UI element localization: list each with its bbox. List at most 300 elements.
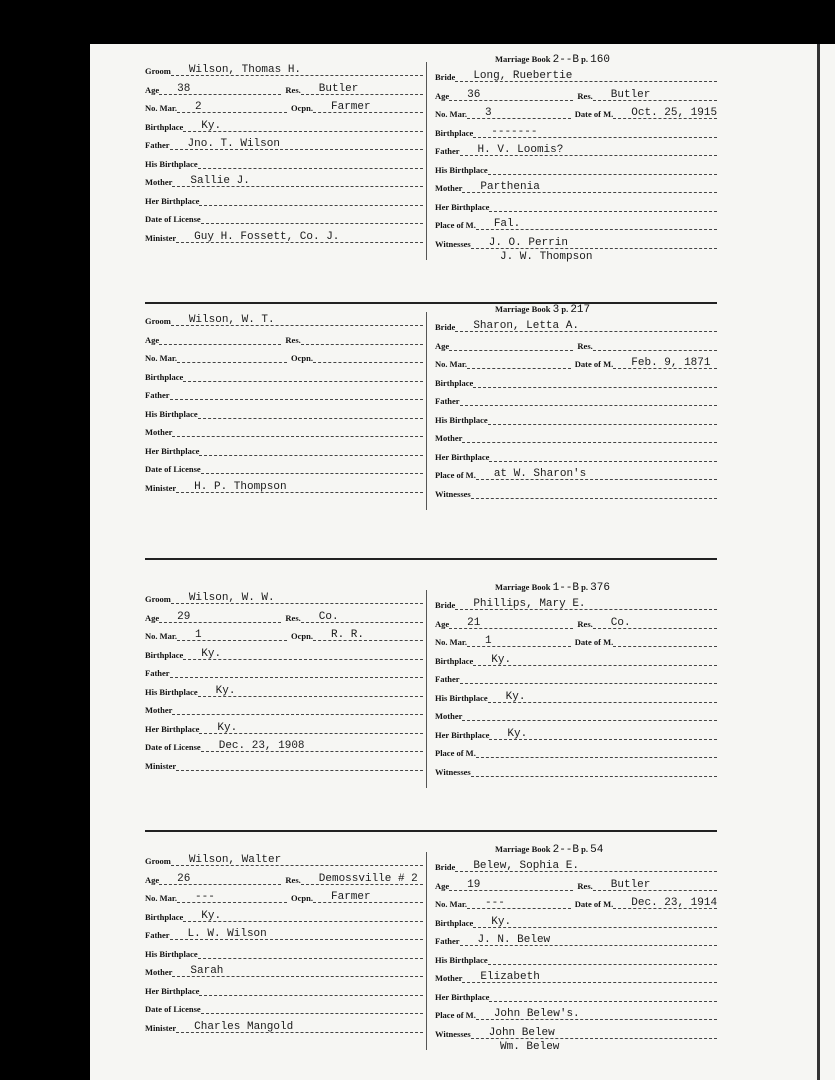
no-mar-field bbox=[177, 353, 287, 363]
groom-row-minister bbox=[145, 479, 423, 493]
her-birthplace-label: Her Birthplace bbox=[145, 445, 200, 456]
bride-row-witnesses bbox=[435, 485, 717, 499]
no-mar-label: No. Mar. bbox=[435, 899, 468, 909]
her-birthplace-label: Her Birthplace bbox=[145, 195, 200, 206]
no-mar-label: No. Mar. bbox=[145, 353, 178, 363]
ocpn-label: Ocpn. bbox=[291, 631, 313, 641]
groom-row-no_mar bbox=[145, 889, 423, 903]
bride-row-place_of_m bbox=[435, 744, 717, 758]
bride-field bbox=[455, 72, 717, 82]
his-birthplace-label: His Birthplace bbox=[435, 692, 488, 703]
column-divider bbox=[426, 312, 427, 510]
ocpn-field bbox=[313, 893, 423, 903]
bride-row-father bbox=[435, 392, 717, 406]
column-divider bbox=[426, 62, 427, 260]
date-of-license-field bbox=[201, 464, 423, 474]
marriage-record bbox=[90, 294, 835, 534]
her-birthplace-label: Her Birthplace bbox=[435, 451, 490, 462]
bride-row-witnesses bbox=[435, 1025, 717, 1039]
bride-value: Phillips, Mary E. bbox=[473, 598, 586, 610]
groom-row-his_birthplace bbox=[145, 405, 423, 419]
ocpn-label: Ocpn. bbox=[291, 353, 313, 363]
her-birthplace-field bbox=[489, 727, 717, 740]
groom-row-no_mar bbox=[145, 627, 423, 641]
date-of-m-label: Date of M. bbox=[574, 637, 614, 647]
mother-field bbox=[172, 705, 423, 715]
groom-row-no_mar bbox=[145, 99, 423, 113]
his-birthplace-field bbox=[198, 949, 423, 959]
no-mar-label: No. Mar. bbox=[145, 103, 178, 113]
groom-row-father bbox=[145, 664, 423, 678]
date-of-m-value: Oct. 25, 1915 bbox=[631, 107, 718, 119]
date-of-m-field bbox=[613, 637, 717, 647]
place-of-m-label: Place of M. bbox=[435, 470, 476, 480]
mother-label: Mother bbox=[435, 183, 463, 193]
bride-row-age bbox=[435, 877, 717, 891]
page-label: p. bbox=[579, 54, 591, 64]
age-label: Age bbox=[435, 880, 450, 891]
bride-row-no_mar bbox=[435, 355, 717, 369]
groom-row-minister bbox=[145, 1019, 423, 1033]
marriage-record bbox=[90, 572, 835, 812]
groom-value: Wilson, Walter bbox=[188, 854, 282, 866]
bride-column bbox=[435, 44, 717, 274]
mother-field bbox=[462, 973, 717, 983]
date-of-license-field bbox=[201, 1004, 423, 1014]
birthplace-field bbox=[473, 915, 717, 928]
birthplace-field bbox=[473, 378, 717, 388]
marriage-book-label: Marriage Book bbox=[495, 844, 553, 854]
witnesses-field bbox=[471, 1026, 717, 1039]
father-field bbox=[460, 146, 717, 156]
groom-label: Groom bbox=[145, 594, 171, 604]
witnesses-label: Witnesses bbox=[435, 238, 471, 249]
bride-label: Bride bbox=[435, 862, 456, 872]
birthplace-value: ------- bbox=[491, 125, 538, 138]
marriage-book-value: 2--B bbox=[552, 54, 580, 66]
minister-label: Minister bbox=[145, 1022, 177, 1033]
bride-label: Bride bbox=[435, 322, 456, 332]
bride-row-witnesses bbox=[435, 235, 717, 249]
her-birthplace-label: Her Birthplace bbox=[435, 991, 490, 1002]
date-of-license-label: Date of License bbox=[145, 464, 201, 474]
father-field bbox=[170, 668, 423, 678]
birthplace-field bbox=[183, 119, 423, 132]
age-field bbox=[449, 878, 573, 891]
no-mar-value: --- bbox=[485, 897, 505, 909]
date-of-m-field bbox=[613, 899, 717, 909]
groom-column bbox=[145, 572, 423, 802]
bride-column bbox=[435, 834, 717, 1064]
record-separator bbox=[145, 830, 717, 832]
mother-value: Parthenia bbox=[480, 181, 540, 193]
birthplace-label: Birthplace bbox=[435, 917, 474, 928]
no-mar-field bbox=[467, 899, 571, 909]
mother-field bbox=[172, 967, 423, 977]
record-card-page bbox=[90, 44, 835, 1080]
bride-row-her_birthplace bbox=[435, 448, 717, 462]
father-field bbox=[460, 396, 717, 406]
res-label: Res. bbox=[577, 618, 593, 629]
res-label: Res. bbox=[285, 612, 301, 623]
bride-field bbox=[455, 600, 717, 610]
no-mar-value: 3 bbox=[485, 107, 492, 119]
res-label: Res. bbox=[577, 880, 593, 891]
marriage-book-ref bbox=[495, 54, 610, 66]
her-birthplace-field bbox=[199, 721, 423, 734]
groom-row-her_birthplace bbox=[145, 982, 423, 996]
bride-row-birthplace bbox=[435, 124, 717, 138]
father-label: Father bbox=[145, 668, 170, 678]
bride-row-bride bbox=[435, 68, 717, 82]
mother-label: Mother bbox=[145, 427, 173, 437]
age-label: Age bbox=[145, 612, 160, 623]
father-label: Father bbox=[145, 140, 170, 150]
groom-column bbox=[145, 294, 423, 524]
date-of-m-value: Dec. 23, 1914 bbox=[631, 897, 718, 909]
witnesses-label: Witnesses bbox=[435, 488, 471, 499]
res-value: Co. bbox=[318, 610, 339, 623]
witnesses-field bbox=[471, 489, 717, 499]
age-field bbox=[159, 610, 281, 623]
bride-row-his_birthplace bbox=[435, 689, 717, 703]
date-of-m-label: Date of M. bbox=[574, 899, 614, 909]
groom-row-father bbox=[145, 136, 423, 150]
birthplace-value: Ky. bbox=[201, 119, 222, 132]
witnesses-second-line: J. W. Thompson bbox=[500, 250, 593, 263]
birthplace-field bbox=[183, 647, 423, 660]
birthplace-value: Ky. bbox=[491, 915, 512, 928]
bride-row-birthplace bbox=[435, 914, 717, 928]
groom-field bbox=[171, 856, 423, 866]
bride-row-bride bbox=[435, 318, 717, 332]
groom-row-no_mar bbox=[145, 349, 423, 363]
groom-value: Wilson, Thomas H. bbox=[188, 64, 302, 76]
place-of-m-label: Place of M. bbox=[435, 1010, 476, 1020]
groom-row-date_of_license bbox=[145, 210, 423, 224]
his-birthplace-value: Ky. bbox=[505, 690, 526, 703]
age-label: Age bbox=[145, 84, 160, 95]
groom-field bbox=[171, 66, 423, 76]
res-label: Res. bbox=[577, 90, 593, 101]
age-label: Age bbox=[145, 334, 160, 345]
birthplace-label: Birthplace bbox=[145, 371, 184, 382]
father-label: Father bbox=[435, 146, 460, 156]
place-of-m-value: at W. Sharon's bbox=[493, 468, 587, 480]
groom-row-mother bbox=[145, 701, 423, 715]
bride-row-place_of_m bbox=[435, 1006, 717, 1020]
ocpn-field bbox=[313, 353, 423, 363]
bride-row-bride bbox=[435, 596, 717, 610]
his-birthplace-field bbox=[488, 955, 717, 965]
no-mar-field bbox=[177, 893, 287, 903]
marriage-book-label: Marriage Book bbox=[495, 54, 553, 64]
her-birthplace-label: Her Birthplace bbox=[145, 985, 200, 996]
bride-value: Belew, Sophia E. bbox=[473, 860, 579, 872]
groom-field bbox=[171, 316, 423, 326]
minister-label: Minister bbox=[145, 482, 177, 493]
mother-label: Mother bbox=[145, 967, 173, 977]
groom-row-groom bbox=[145, 590, 423, 604]
record-separator bbox=[145, 558, 717, 560]
bride-row-birthplace bbox=[435, 652, 717, 666]
groom-row-birthplace bbox=[145, 368, 423, 382]
bride-row-age bbox=[435, 87, 717, 101]
her-birthplace-label: Her Birthplace bbox=[435, 729, 490, 740]
groom-row-groom bbox=[145, 852, 423, 866]
no-mar-field bbox=[177, 103, 287, 113]
his-birthplace-field bbox=[488, 415, 717, 425]
bride-row-father bbox=[435, 670, 717, 684]
column-divider bbox=[426, 590, 427, 788]
date-of-license-value: Dec. 23, 1908 bbox=[218, 740, 305, 752]
date-of-m-field bbox=[613, 359, 717, 369]
bride-row-father bbox=[435, 932, 717, 946]
groom-row-age bbox=[145, 81, 423, 95]
res-field bbox=[301, 335, 423, 345]
mother-label: Mother bbox=[145, 177, 173, 187]
no-mar-value: 1 bbox=[485, 635, 492, 647]
witnesses-second-line: Wm. Belew bbox=[500, 1040, 560, 1053]
his-birthplace-label: His Birthplace bbox=[435, 954, 488, 965]
his-birthplace-label: His Birthplace bbox=[435, 164, 488, 175]
no-mar-field bbox=[467, 359, 571, 369]
bride-column bbox=[435, 294, 717, 524]
age-value: 26 bbox=[177, 872, 191, 885]
groom-row-birthplace bbox=[145, 118, 423, 132]
age-label: Age bbox=[435, 90, 450, 101]
groom-row-age bbox=[145, 871, 423, 885]
groom-value: Wilson, W. W. bbox=[188, 592, 275, 604]
date-of-license-field bbox=[201, 742, 423, 752]
ocpn-label: Ocpn. bbox=[291, 893, 313, 903]
father-field bbox=[460, 936, 717, 946]
res-field bbox=[301, 610, 423, 623]
bride-value: Sharon, Letta A. bbox=[473, 320, 579, 332]
date-of-m-label: Date of M. bbox=[574, 359, 614, 369]
no-mar-value: --- bbox=[195, 891, 215, 903]
her-birthplace-value: Ky. bbox=[507, 727, 528, 740]
page-label: p. bbox=[579, 582, 591, 592]
mother-field bbox=[462, 433, 717, 443]
date-of-license-label: Date of License bbox=[145, 1004, 201, 1014]
res-label: Res. bbox=[285, 334, 301, 345]
bride-value: Long, Ruebertie bbox=[473, 70, 573, 82]
minister-field bbox=[176, 480, 423, 493]
groom-row-mother bbox=[145, 963, 423, 977]
res-value: Butler bbox=[610, 878, 651, 891]
ocpn-field bbox=[313, 631, 423, 641]
father-label: Father bbox=[145, 930, 170, 940]
age-value: 29 bbox=[177, 610, 191, 623]
page-value: 160 bbox=[590, 54, 610, 66]
date-of-license-label: Date of License bbox=[145, 214, 201, 224]
page-value: 217 bbox=[570, 304, 591, 316]
mother-label: Mother bbox=[435, 711, 463, 721]
mother-field bbox=[172, 427, 423, 437]
date-of-license-label: Date of License bbox=[145, 742, 201, 752]
minister-label: Minister bbox=[145, 232, 177, 243]
page-value: 54 bbox=[590, 844, 604, 856]
groom-row-her_birthplace bbox=[145, 192, 423, 206]
her-birthplace-label: Her Birthplace bbox=[145, 723, 200, 734]
birthplace-value: Ky. bbox=[201, 647, 222, 660]
her-birthplace-value: Ky. bbox=[217, 721, 238, 734]
res-value: Demossville # 2 bbox=[318, 872, 418, 885]
ocpn-field bbox=[313, 103, 423, 113]
bride-row-age bbox=[435, 615, 717, 629]
marriage-book-ref bbox=[495, 304, 590, 316]
groom-row-his_birthplace bbox=[145, 683, 423, 697]
groom-row-her_birthplace bbox=[145, 442, 423, 456]
age-value: 36 bbox=[467, 88, 481, 101]
father-label: Father bbox=[145, 390, 170, 400]
res-field bbox=[301, 872, 423, 885]
res-field bbox=[593, 616, 717, 629]
witnesses-label: Witnesses bbox=[435, 1028, 471, 1039]
his-birthplace-field bbox=[488, 165, 717, 175]
age-field bbox=[449, 616, 573, 629]
bride-row-birthplace bbox=[435, 374, 717, 388]
groom-row-groom bbox=[145, 312, 423, 326]
place-of-m-field bbox=[476, 470, 717, 480]
birthplace-label: Birthplace bbox=[145, 121, 184, 132]
age-value: 38 bbox=[177, 82, 191, 95]
bride-row-no_mar bbox=[435, 633, 717, 647]
age-field bbox=[449, 88, 573, 101]
groom-row-birthplace bbox=[145, 646, 423, 660]
birthplace-field bbox=[183, 909, 423, 922]
minister-field bbox=[176, 761, 423, 771]
mother-label: Mother bbox=[435, 433, 463, 443]
mother-value: Sallie J. bbox=[190, 175, 250, 187]
birthplace-label: Birthplace bbox=[435, 655, 474, 666]
groom-row-her_birthplace bbox=[145, 720, 423, 734]
father-label: Father bbox=[435, 936, 460, 946]
her-birthplace-field bbox=[489, 452, 717, 462]
bride-row-mother bbox=[435, 429, 717, 443]
ocpn-value: Farmer bbox=[331, 891, 371, 903]
place-of-m-field bbox=[476, 1010, 717, 1020]
father-value: L. W. Wilson bbox=[187, 928, 267, 940]
groom-row-mother bbox=[145, 423, 423, 437]
res-label: Res. bbox=[285, 84, 301, 95]
her-birthplace-label: Her Birthplace bbox=[435, 201, 490, 212]
res-label: Res. bbox=[285, 874, 301, 885]
column-divider bbox=[426, 852, 427, 1050]
age-field bbox=[159, 335, 281, 345]
res-value: Butler bbox=[610, 88, 651, 101]
no-mar-label: No. Mar. bbox=[435, 637, 468, 647]
witnesses-label: Witnesses bbox=[435, 766, 471, 777]
page-label: p. bbox=[579, 844, 591, 854]
his-birthplace-label: His Birthplace bbox=[145, 158, 198, 169]
father-value: H. V. Loomis? bbox=[477, 144, 564, 156]
groom-row-mother bbox=[145, 173, 423, 187]
bride-row-mother bbox=[435, 179, 717, 193]
his-birthplace-field bbox=[198, 684, 423, 697]
birthplace-label: Birthplace bbox=[145, 911, 184, 922]
marriage-book-value: 3 bbox=[552, 304, 560, 316]
witnesses-field bbox=[471, 236, 717, 249]
birthplace-label: Birthplace bbox=[435, 127, 474, 138]
no-mar-field bbox=[467, 637, 571, 647]
witnesses-value: J. O. Perrin bbox=[488, 236, 568, 249]
page-label: p. bbox=[559, 304, 571, 314]
ocpn-value: R. R. bbox=[331, 629, 365, 641]
minister-label: Minister bbox=[145, 760, 177, 771]
mother-label: Mother bbox=[435, 973, 463, 983]
bride-row-his_birthplace bbox=[435, 161, 717, 175]
marriage-book-ref bbox=[495, 844, 603, 856]
father-field bbox=[170, 140, 423, 150]
bride-row-her_birthplace bbox=[435, 198, 717, 212]
groom-row-date_of_license bbox=[145, 1000, 423, 1014]
ocpn-value: Farmer bbox=[331, 101, 371, 113]
res-value: Co. bbox=[610, 616, 631, 629]
his-birthplace-label: His Birthplace bbox=[435, 414, 488, 425]
bride-row-father bbox=[435, 142, 717, 156]
groom-row-birthplace bbox=[145, 908, 423, 922]
groom-row-father bbox=[145, 926, 423, 940]
marriage-book-value: 1--B bbox=[552, 582, 580, 594]
marriage-book-label: Marriage Book bbox=[495, 582, 553, 592]
birthplace-value: Ky. bbox=[201, 909, 222, 922]
his-birthplace-label: His Birthplace bbox=[145, 408, 198, 419]
minister-value: Guy H. Fossett, Co. J. bbox=[194, 230, 340, 243]
birthplace-label: Birthplace bbox=[435, 377, 474, 388]
bride-field bbox=[455, 322, 717, 332]
minister-field bbox=[176, 1020, 423, 1033]
res-field bbox=[593, 88, 717, 101]
her-birthplace-field bbox=[199, 196, 423, 206]
her-birthplace-field bbox=[199, 446, 423, 456]
bride-row-mother bbox=[435, 969, 717, 983]
groom-column bbox=[145, 44, 423, 274]
no-mar-label: No. Mar. bbox=[145, 631, 178, 641]
bride-row-his_birthplace bbox=[435, 411, 717, 425]
age-label: Age bbox=[145, 874, 160, 885]
groom-label: Groom bbox=[145, 856, 171, 866]
father-label: Father bbox=[435, 396, 460, 406]
minister-field bbox=[176, 230, 423, 243]
bride-row-mother bbox=[435, 707, 717, 721]
bride-column bbox=[435, 572, 717, 802]
res-field bbox=[301, 82, 423, 95]
birthplace-field bbox=[473, 653, 717, 666]
her-birthplace-field bbox=[489, 202, 717, 212]
marriage-book-ref bbox=[495, 582, 610, 594]
bride-row-his_birthplace bbox=[435, 951, 717, 965]
marriage-record bbox=[90, 44, 835, 284]
bride-row-age bbox=[435, 337, 717, 351]
date-of-license-field bbox=[201, 214, 423, 224]
witnesses-field bbox=[471, 767, 717, 777]
date-of-m-field bbox=[613, 109, 717, 119]
mother-value: Elizabeth bbox=[480, 971, 540, 983]
no-mar-field bbox=[177, 631, 287, 641]
bride-label: Bride bbox=[435, 600, 456, 610]
bride-label: Bride bbox=[435, 72, 456, 82]
age-value: 21 bbox=[467, 616, 481, 629]
mother-value: Sarah bbox=[190, 965, 224, 977]
groom-row-minister bbox=[145, 229, 423, 243]
bride-row-no_mar bbox=[435, 895, 717, 909]
groom-row-date_of_license bbox=[145, 738, 423, 752]
res-label: Res. bbox=[577, 340, 593, 351]
groom-label: Groom bbox=[145, 66, 171, 76]
his-birthplace-field bbox=[198, 159, 423, 169]
